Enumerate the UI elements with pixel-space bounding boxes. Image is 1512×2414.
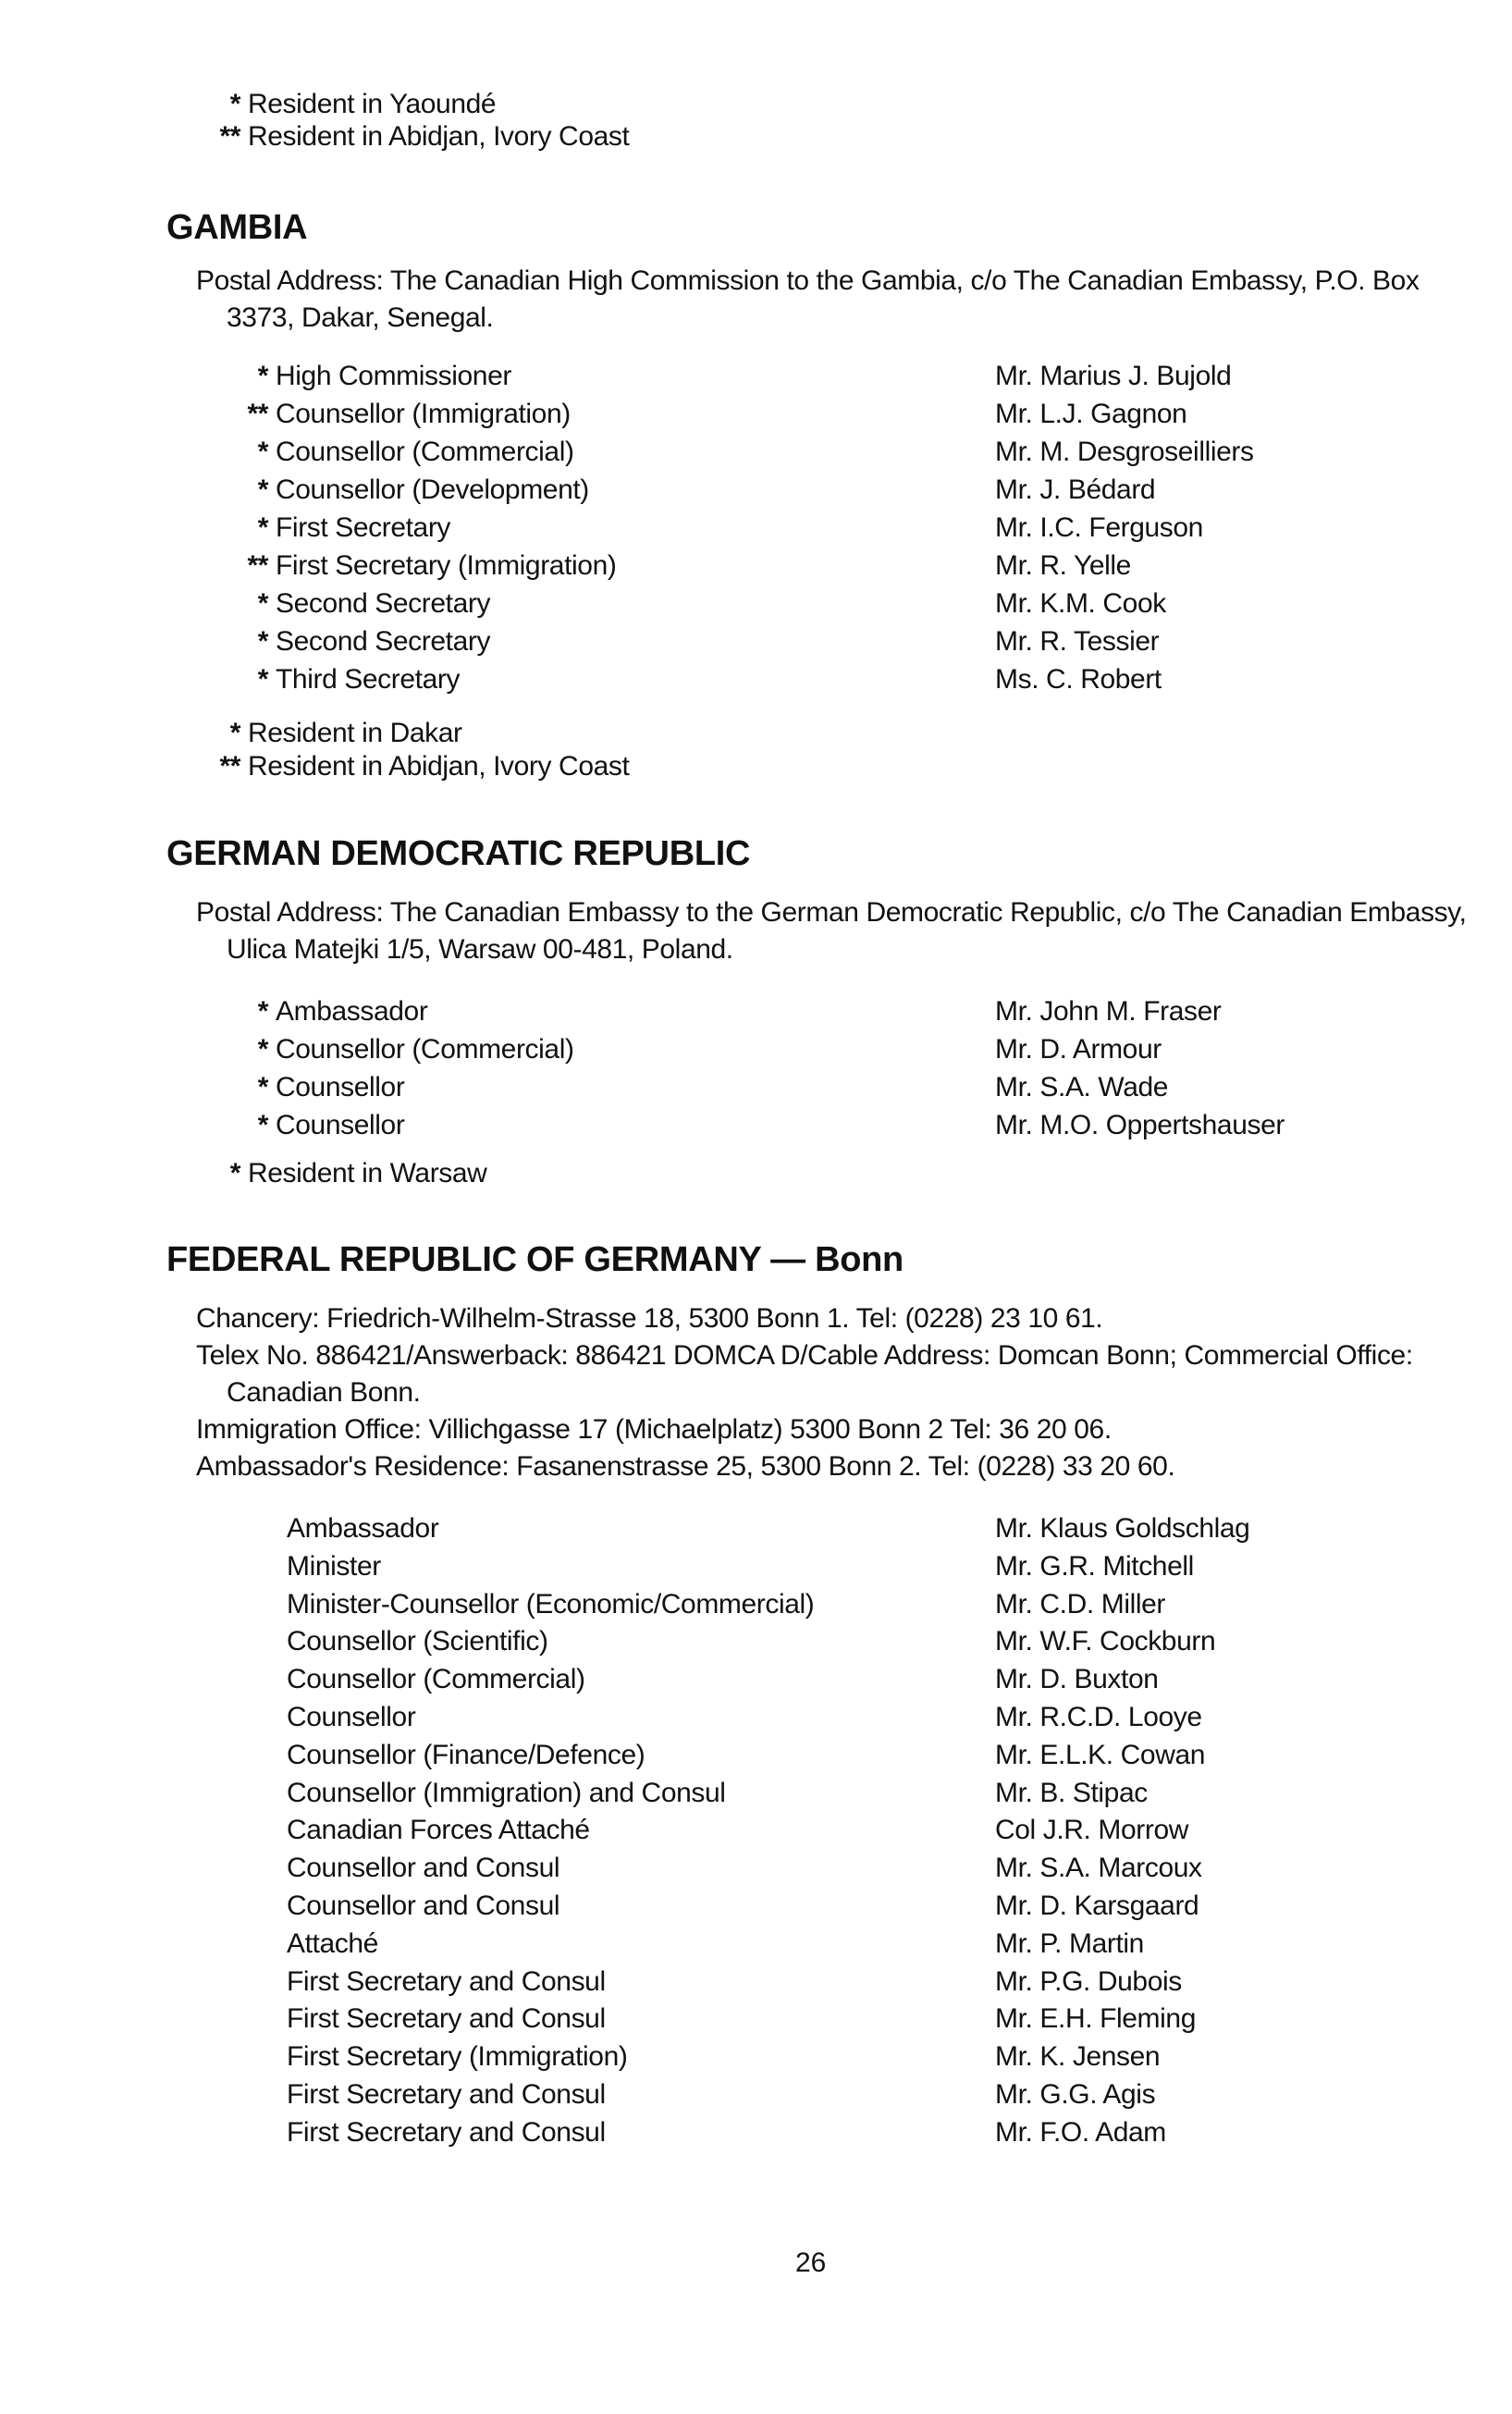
staff-role-text: Third Secretary — [276, 664, 461, 695]
staff-role — [233, 585, 490, 622]
staff-role — [233, 1106, 404, 1144]
gambia-title: GAMBIA — [166, 208, 308, 247]
staff-marker: * — [257, 588, 268, 619]
staff-row — [0, 395, 1512, 433]
staff-role-text: Counsellor and Consul — [287, 1891, 560, 1921]
staff-role — [287, 2075, 606, 2113]
staff-row — [0, 2075, 1512, 2113]
staff-role-text: Minister-Counsellor (Economic/Commercial) — [287, 1588, 815, 1620]
staff-name: Mr. D. Buxton — [995, 1664, 1159, 1695]
staff-row — [0, 1622, 1512, 1660]
staff-role — [233, 660, 460, 698]
staff-role — [287, 2113, 606, 2151]
staff-name: Col J.R. Morrow — [995, 1815, 1189, 1846]
staff-marker: * — [257, 361, 268, 391]
staff-row — [0, 1925, 1512, 1963]
frg-chancery: Chancery: Friedrich-Wilhelm-Strasse 18, 5300 Bonn 1. Tel: (0228) 23 10 61. — [196, 1303, 1103, 1334]
staff-row — [0, 1585, 1512, 1623]
gambia-note-2 — [205, 751, 629, 782]
staff-role — [233, 622, 490, 660]
staff-role — [233, 433, 574, 471]
gdr-postal-address: Postal Address: The Canadian Embassy to the German Democratic Republic, c/o The Canadian Embassy, Ulica Matejki 1/5, Warsaw 00-481, Poland. — [196, 897, 1467, 965]
staff-role-text: First Secretary and Consul — [287, 2079, 606, 2110]
staff-name: Mr. R. Tessier — [995, 626, 1160, 657]
staff-name: Mr. R. Yelle — [995, 550, 1131, 581]
staff-marker: * — [257, 512, 268, 543]
staff-role — [287, 1736, 645, 1774]
frg-residence: Ambassador's Residence: Fasanenstrasse 25, 5300 Bonn 2. Tel: (0228) 33 20 60. — [196, 1451, 1175, 1482]
staff-role-text: Counsellor (Commercial) — [276, 1034, 574, 1065]
staff-marker: ** — [247, 550, 268, 581]
staff-role — [287, 1887, 559, 1925]
note-text: Resident in Warsaw — [248, 1158, 487, 1189]
staff-row — [0, 1849, 1512, 1887]
staff-row — [0, 585, 1512, 622]
staff-role-text: Ambassador — [287, 1513, 439, 1544]
staff-role — [233, 992, 427, 1030]
gambia-postal-address: Postal Address: The Canadian High Commission to the Gambia, c/o The Canadian Embassy, P.O. Box 3373, Dakar, Senegal. — [196, 265, 1420, 333]
staff-name: Ms. C. Robert — [995, 664, 1162, 695]
staff-row — [0, 1030, 1512, 1068]
gambia-note-1 — [205, 718, 462, 749]
staff-role-text: Counsellor and Consul — [287, 1853, 560, 1884]
note-marker: * — [229, 89, 240, 119]
staff-name: Mr. M. Desgroseilliers — [995, 437, 1254, 467]
note-text: Resident in Abidjan, Ivory Coast — [248, 751, 630, 782]
staff-name: Mr. P.G. Dubois — [995, 1965, 1182, 1997]
staff-name: Mr. M.O. Oppertshauser — [995, 1110, 1285, 1140]
staff-role-text: Second Secretary — [276, 626, 491, 657]
staff-row — [0, 1736, 1512, 1774]
staff-row — [0, 1660, 1512, 1698]
staff-name: Mr. L.J. Gagnon — [995, 399, 1187, 429]
staff-role-text: Ambassador — [276, 996, 428, 1027]
note-text: Resident in Abidjan, Ivory Coast — [248, 121, 630, 152]
staff-role-text: Counsellor — [287, 1702, 416, 1732]
staff-name: Mr. S.A. Wade — [995, 1072, 1169, 1102]
staff-name: Mr. F.O. Adam — [995, 2116, 1166, 2148]
gdr-title: GERMAN DEMOCRATIC REPUBLIC — [166, 834, 751, 873]
staff-row — [0, 433, 1512, 471]
staff-role-text: Counsellor (Immigration) — [276, 399, 571, 429]
note-marker: ** — [219, 121, 240, 152]
staff-role-text: Counsellor (Development) — [276, 474, 589, 505]
staff-name: Mr. W.F. Cockburn — [995, 1626, 1216, 1657]
page-number: 26 — [795, 2248, 827, 2278]
staff-marker: * — [257, 474, 268, 505]
staff-row — [0, 1963, 1512, 2001]
staff-row — [0, 1698, 1512, 1736]
staff-row — [0, 1068, 1512, 1106]
staff-role-text: First Secretary (Immigration) — [287, 2041, 628, 2073]
staff-role — [233, 395, 571, 433]
staff-role-text: Counsellor (Scientific) — [287, 1626, 548, 1657]
staff-row — [0, 992, 1512, 1030]
staff-role-text: First Secretary and Consul — [287, 2116, 606, 2148]
staff-marker: * — [257, 437, 268, 467]
staff-name: Mr. C.D. Miller — [995, 1588, 1165, 1620]
staff-row — [0, 660, 1512, 698]
staff-name: Mr. R.C.D. Looye — [995, 1702, 1202, 1732]
staff-name: Mr. E.L.K. Cowan — [995, 1739, 1206, 1770]
staff-role — [287, 1622, 548, 1660]
staff-role-text: Attaché — [287, 1928, 378, 1959]
staff-role — [287, 1585, 814, 1623]
staff-name: Mr. I.C. Ferguson — [995, 512, 1203, 543]
staff-name: Mr. E.H. Fleming — [995, 2003, 1196, 2035]
staff-role — [233, 1068, 404, 1106]
frg-telex: Telex No. 886421/Answerback: 886421 DOMCA D/Cable Address: Domcan Bonn; Commercial Office: Canadian Bonn. — [196, 1340, 1413, 1408]
staff-row — [0, 2113, 1512, 2151]
staff-row — [0, 1547, 1512, 1585]
frg-immigration-office: Immigration Office: Villichgasse 17 (Michaelplatz) 5300 Bonn 2 Tel: 36 20 06. — [196, 1414, 1112, 1445]
staff-row — [0, 1887, 1512, 1925]
staff-role-text: First Secretary — [276, 512, 451, 543]
staff-marker: * — [257, 626, 268, 657]
staff-role — [287, 1925, 378, 1963]
staff-marker: * — [257, 664, 268, 695]
staff-row — [0, 622, 1512, 660]
staff-role — [233, 547, 616, 585]
staff-role — [233, 1030, 574, 1068]
staff-role-text: Counsellor — [276, 1072, 405, 1102]
staff-name: Mr. S.A. Marcoux — [995, 1853, 1202, 1884]
staff-name: Mr. D. Karsgaard — [995, 1891, 1199, 1921]
staff-row — [0, 2000, 1512, 2038]
staff-name: Mr. D. Armour — [995, 1034, 1162, 1065]
staff-role-text: Canadian Forces Attaché — [287, 1815, 590, 1846]
staff-role — [287, 1698, 415, 1736]
staff-role — [287, 1660, 585, 1698]
staff-role-text: High Commissioner — [276, 361, 511, 391]
staff-role — [287, 2000, 606, 2038]
staff-role — [287, 1963, 606, 2001]
staff-row — [0, 2038, 1512, 2075]
note-marker: * — [229, 1158, 240, 1189]
staff-role — [287, 1849, 559, 1887]
staff-name: Mr. J. Bédard — [995, 474, 1156, 505]
staff-role-text: First Secretary and Consul — [287, 2003, 606, 2035]
staff-role — [233, 357, 511, 395]
staff-marker: * — [257, 1110, 268, 1140]
staff-role — [233, 471, 589, 509]
staff-role — [287, 1509, 438, 1547]
staff-row — [0, 1774, 1512, 1812]
staff-name: Mr. K.M. Cook — [995, 588, 1166, 619]
staff-role-text: Minister — [287, 1550, 381, 1582]
staff-role-text: First Secretary (Immigration) — [276, 550, 617, 581]
staff-marker: * — [257, 1034, 268, 1065]
staff-role-text: Counsellor (Immigration) and Consul — [287, 1777, 726, 1808]
top-note-2 — [205, 121, 629, 153]
note-marker: * — [229, 718, 240, 748]
staff-role-text: First Secretary and Consul — [287, 1965, 606, 1997]
staff-name: Mr. G.G. Agis — [995, 2079, 1156, 2110]
staff-row — [0, 1811, 1512, 1849]
frg-title: FEDERAL REPUBLIC OF GERMANY — Bonn — [166, 1240, 904, 1279]
staff-marker: * — [257, 1072, 268, 1102]
note-text: Resident in Dakar — [248, 718, 462, 748]
note-marker: ** — [219, 751, 240, 782]
staff-name: Mr. G.R. Mitchell — [995, 1550, 1194, 1582]
staff-row — [0, 509, 1512, 547]
staff-role — [287, 2038, 627, 2075]
staff-role-text: Counsellor (Commercial) — [276, 437, 574, 467]
staff-name: Mr. B. Stipac — [995, 1777, 1148, 1808]
staff-marker: * — [257, 996, 268, 1027]
staff-role — [287, 1811, 590, 1849]
gdr-note-1 — [205, 1158, 486, 1189]
staff-name: Mr. P. Martin — [995, 1928, 1144, 1959]
staff-role-text: Counsellor — [276, 1110, 405, 1140]
top-note-1 — [205, 89, 496, 120]
staff-name: Mr. Klaus Goldschlag — [995, 1513, 1250, 1544]
staff-role — [233, 509, 450, 547]
staff-role-text: Counsellor (Commercial) — [287, 1664, 585, 1695]
staff-role-text: Counsellor (Finance/Defence) — [287, 1739, 645, 1770]
staff-row — [0, 1106, 1512, 1144]
staff-row — [0, 471, 1512, 509]
staff-role-text: Second Secretary — [276, 588, 491, 619]
staff-role — [287, 1774, 726, 1812]
staff-row — [0, 1509, 1512, 1547]
staff-marker: ** — [247, 399, 268, 429]
staff-name: Mr. John M. Fraser — [995, 996, 1222, 1027]
staff-row — [0, 357, 1512, 395]
staff-name: Mr. K. Jensen — [995, 2041, 1161, 2073]
staff-role — [287, 1547, 381, 1585]
staff-name: Mr. Marius J. Bujold — [995, 361, 1232, 391]
note-text: Resident in Yaoundé — [248, 89, 497, 119]
staff-row — [0, 547, 1512, 585]
